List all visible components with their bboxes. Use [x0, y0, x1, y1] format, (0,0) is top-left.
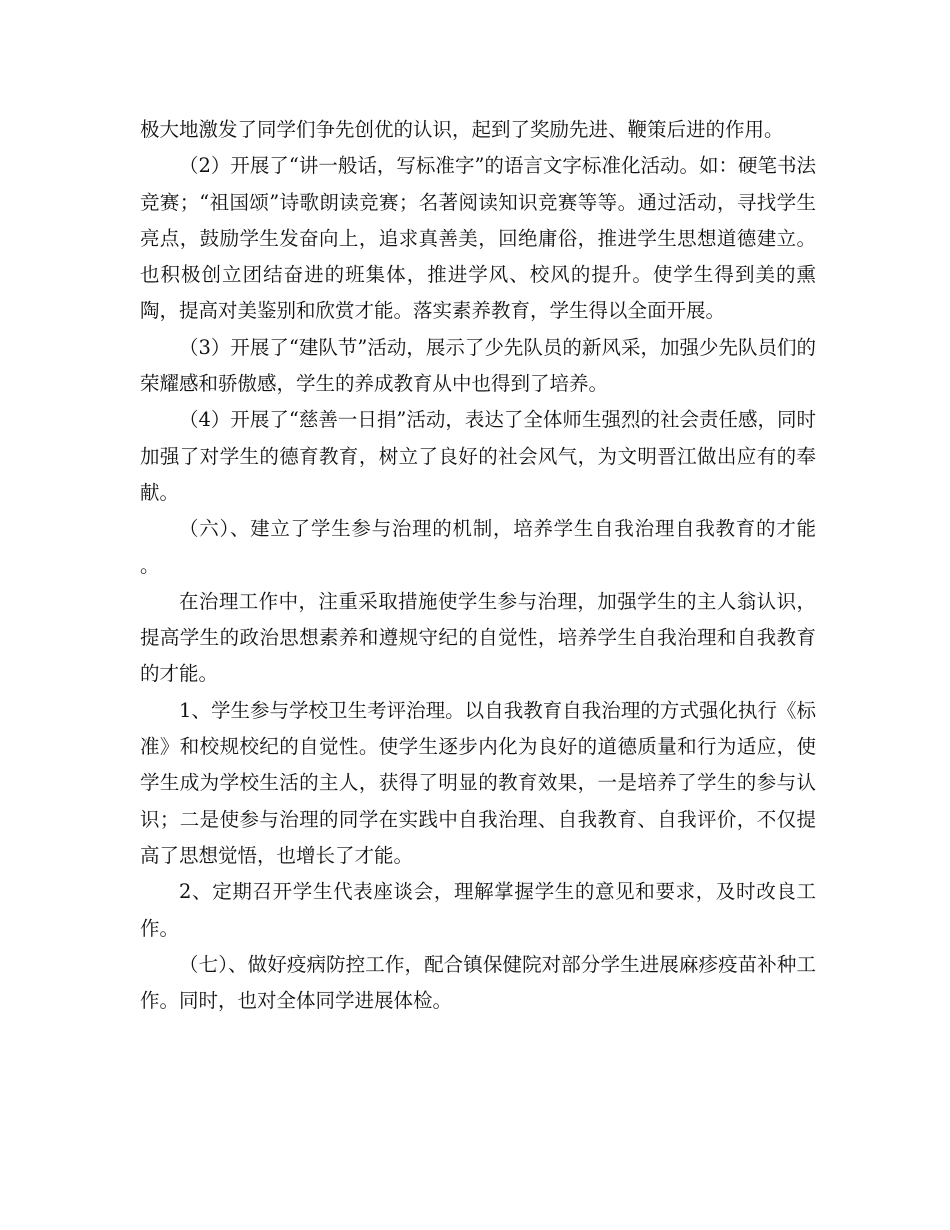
paragraph-language-activity: （2）开展了“讲一般话，写标准字”的语言文字标准化活动。如：硬笔书法竞赛；“祖国颂”诗歌朗读竞赛；名著阅读知识竞赛等等。通过活动，寻找学生亮点，鼓励学生发奋向上，追求真善美，回绝庸俗，推进学生思想道德建立。也积极创立团结奋进的班集体，推进学风、校风的提升。使学生得到美的熏陶，提高对美鉴别和欣赏才能。落实素养教育，学生得以全面开展。 — [140, 154, 816, 323]
paragraph-continuation: 极大地激发了同学们争先创优的认识，起到了奖励先进、鞭策后进的作用。 — [140, 118, 784, 141]
paragraph-charity-donation: （4）开展了“慈善一日捐”活动，表达了全体师生强烈的社会责任感，同时加强了对学生的德育教育，树立了良好的社会风气，为文明晋江做出应有的奉献。 — [140, 408, 816, 504]
document-body — [140, 112, 816, 1019]
paragraph-management-work: 在治理工作中，注重采取措施使学生参与治理，加强学生的主人翁认识，提高学生的政治思想素养和遵规守纪的自觉性，培养学生自我治理和自我教育的才能。 — [140, 589, 816, 686]
section-heading-student-participation: （六）、建立了学生参与治理的机制，培养学生自我治理自我教育的才能 。 — [140, 517, 816, 577]
paragraph-hygiene-evaluation: 1、学生参与学校卫生考评治理。以自我教育自我治理的方式强化执行《标准》和校规校纪的自觉性。使学生逐步内化为良好的道德质量和行为适应，使学生成为学校生活的主人，获得了明显的教育效果，一是培养了学生的参与认识；二是使参与治理的同学在实践中自我治理、自我教育、自我评价，不仅提高了思想觉悟，也增长了才能。 — [140, 698, 816, 867]
paragraph-student-forum: 2、定期召开学生代表座谈会，理解掌握学生的意见和要求，及时改良工作。 — [140, 880, 816, 940]
paragraph-team-day: （3）开展了“建队节”活动，展示了少先队员的新风采，加强少先队员们的荣耀感和骄傲感，学生的养成教育从中也得到了培养。 — [140, 335, 816, 396]
section-heading-disease-prevention: （七）、做好疫病防控工作，配合镇保健院对部分学生进展麻疹疫苗补种工作。同时，也对全体同学进展体检。 — [140, 952, 816, 1013]
